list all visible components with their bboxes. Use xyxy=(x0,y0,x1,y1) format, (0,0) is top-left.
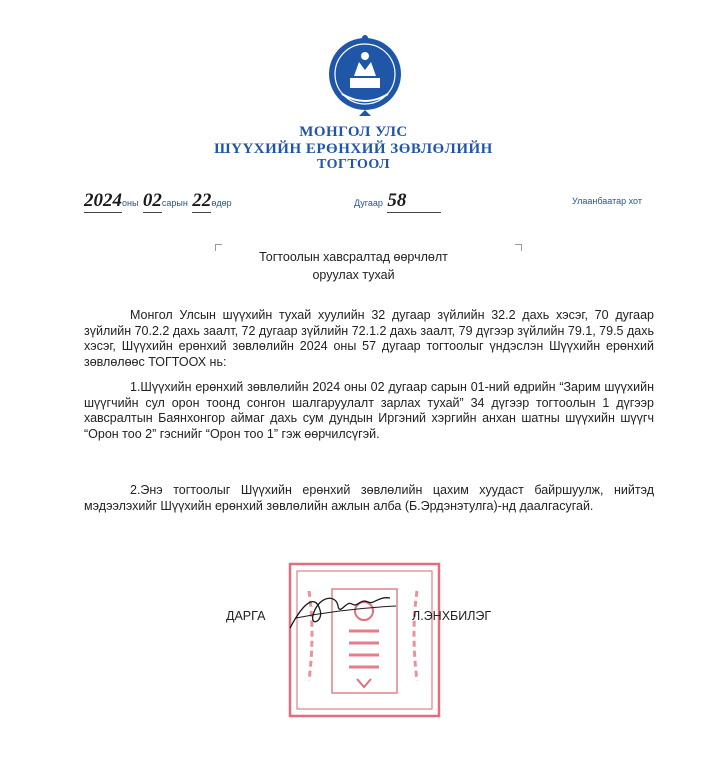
signatory-title: ДАРГА xyxy=(226,609,266,623)
date-day: 22 xyxy=(192,190,212,211)
date-year: 2024 xyxy=(84,190,122,211)
date-year-suffix: оны xyxy=(122,198,139,208)
body-paragraph-2: 1.Шүүхийн ерөнхий зөвлөлийн 2024 оны 02 дугаар сарын 01-ний өдрийн “Зарим шүүхийн шүүгчийн сул орон тоонд сонгон шалгаруулалт зарлах тухай” 34 дүгээр тогтоолын 1 дүгээр хавсралтын Баянхонгор аймаг дахь сум дундын Иргэний хэргийн анхан шатны шүүхийн шүүгч “Орон тоо 2” гэснийг “Орон тоо 1” гэж өөрчилсүгэй. xyxy=(84,380,654,441)
number-line xyxy=(354,190,441,213)
body-paragraph-3: 2.Энэ тогтоолыг Шүүхийн ерөнхий зөвлөлийн цахим хуудаст байршуулж, нийтэд мэдээлэхийг Шүүхийн ерөнхий зөвлөлийн ажлын алба (Б.Эрдэнэтулга)-нд даалгасугай. xyxy=(84,483,654,513)
city-label: Улаанбаатар хот xyxy=(572,196,642,206)
handwritten-signature xyxy=(286,588,401,634)
date-month-suffix: сарын xyxy=(161,198,188,208)
official-seal-stamp xyxy=(287,561,442,719)
subject-line-1: Тогтоолын хавсралтад өөрчлөлт xyxy=(259,250,448,264)
header-country: МОНГОЛ УЛС xyxy=(299,124,408,140)
state-emblem-icon xyxy=(324,34,406,118)
subject-title xyxy=(0,248,707,284)
header-doc-type: ТОГТООЛ xyxy=(316,157,391,172)
body-paragraph-1: Монгол Улсын шүүхийн тухай хуулийн 32 дугаар зүйлийн 32.2 дахь хэсэг, 70 дугаар зүйлийн 70.2.2 дахь заалт, 72 дугаар зүйлийн 72.1.2 дахь заалт, 79 дүгээр зүйлийн 79.1, 79.5 дахь хэсэг, Шүүхийн ерөнхий зөвлөлийн 2024 оны 57 дугаар тогтоолыг үндэслэн Шүүхийн ерөнхий зөвлөлөөс ТОГТООХ нь: xyxy=(84,308,654,369)
date-line xyxy=(84,190,232,213)
date-month: 02 xyxy=(142,190,162,211)
document-number: 58 xyxy=(387,190,441,213)
number-label: Дугаар xyxy=(354,198,383,208)
header-organization: ШҮҮХИЙН ЕРӨНХИЙ ЗӨВЛӨЛИЙН xyxy=(214,141,493,157)
date-day-suffix: өдөр xyxy=(211,198,232,208)
signatory-name: Л.ЭНХБИЛЭГ xyxy=(412,609,492,623)
subject-line-2: оруулах тухай xyxy=(312,268,395,282)
